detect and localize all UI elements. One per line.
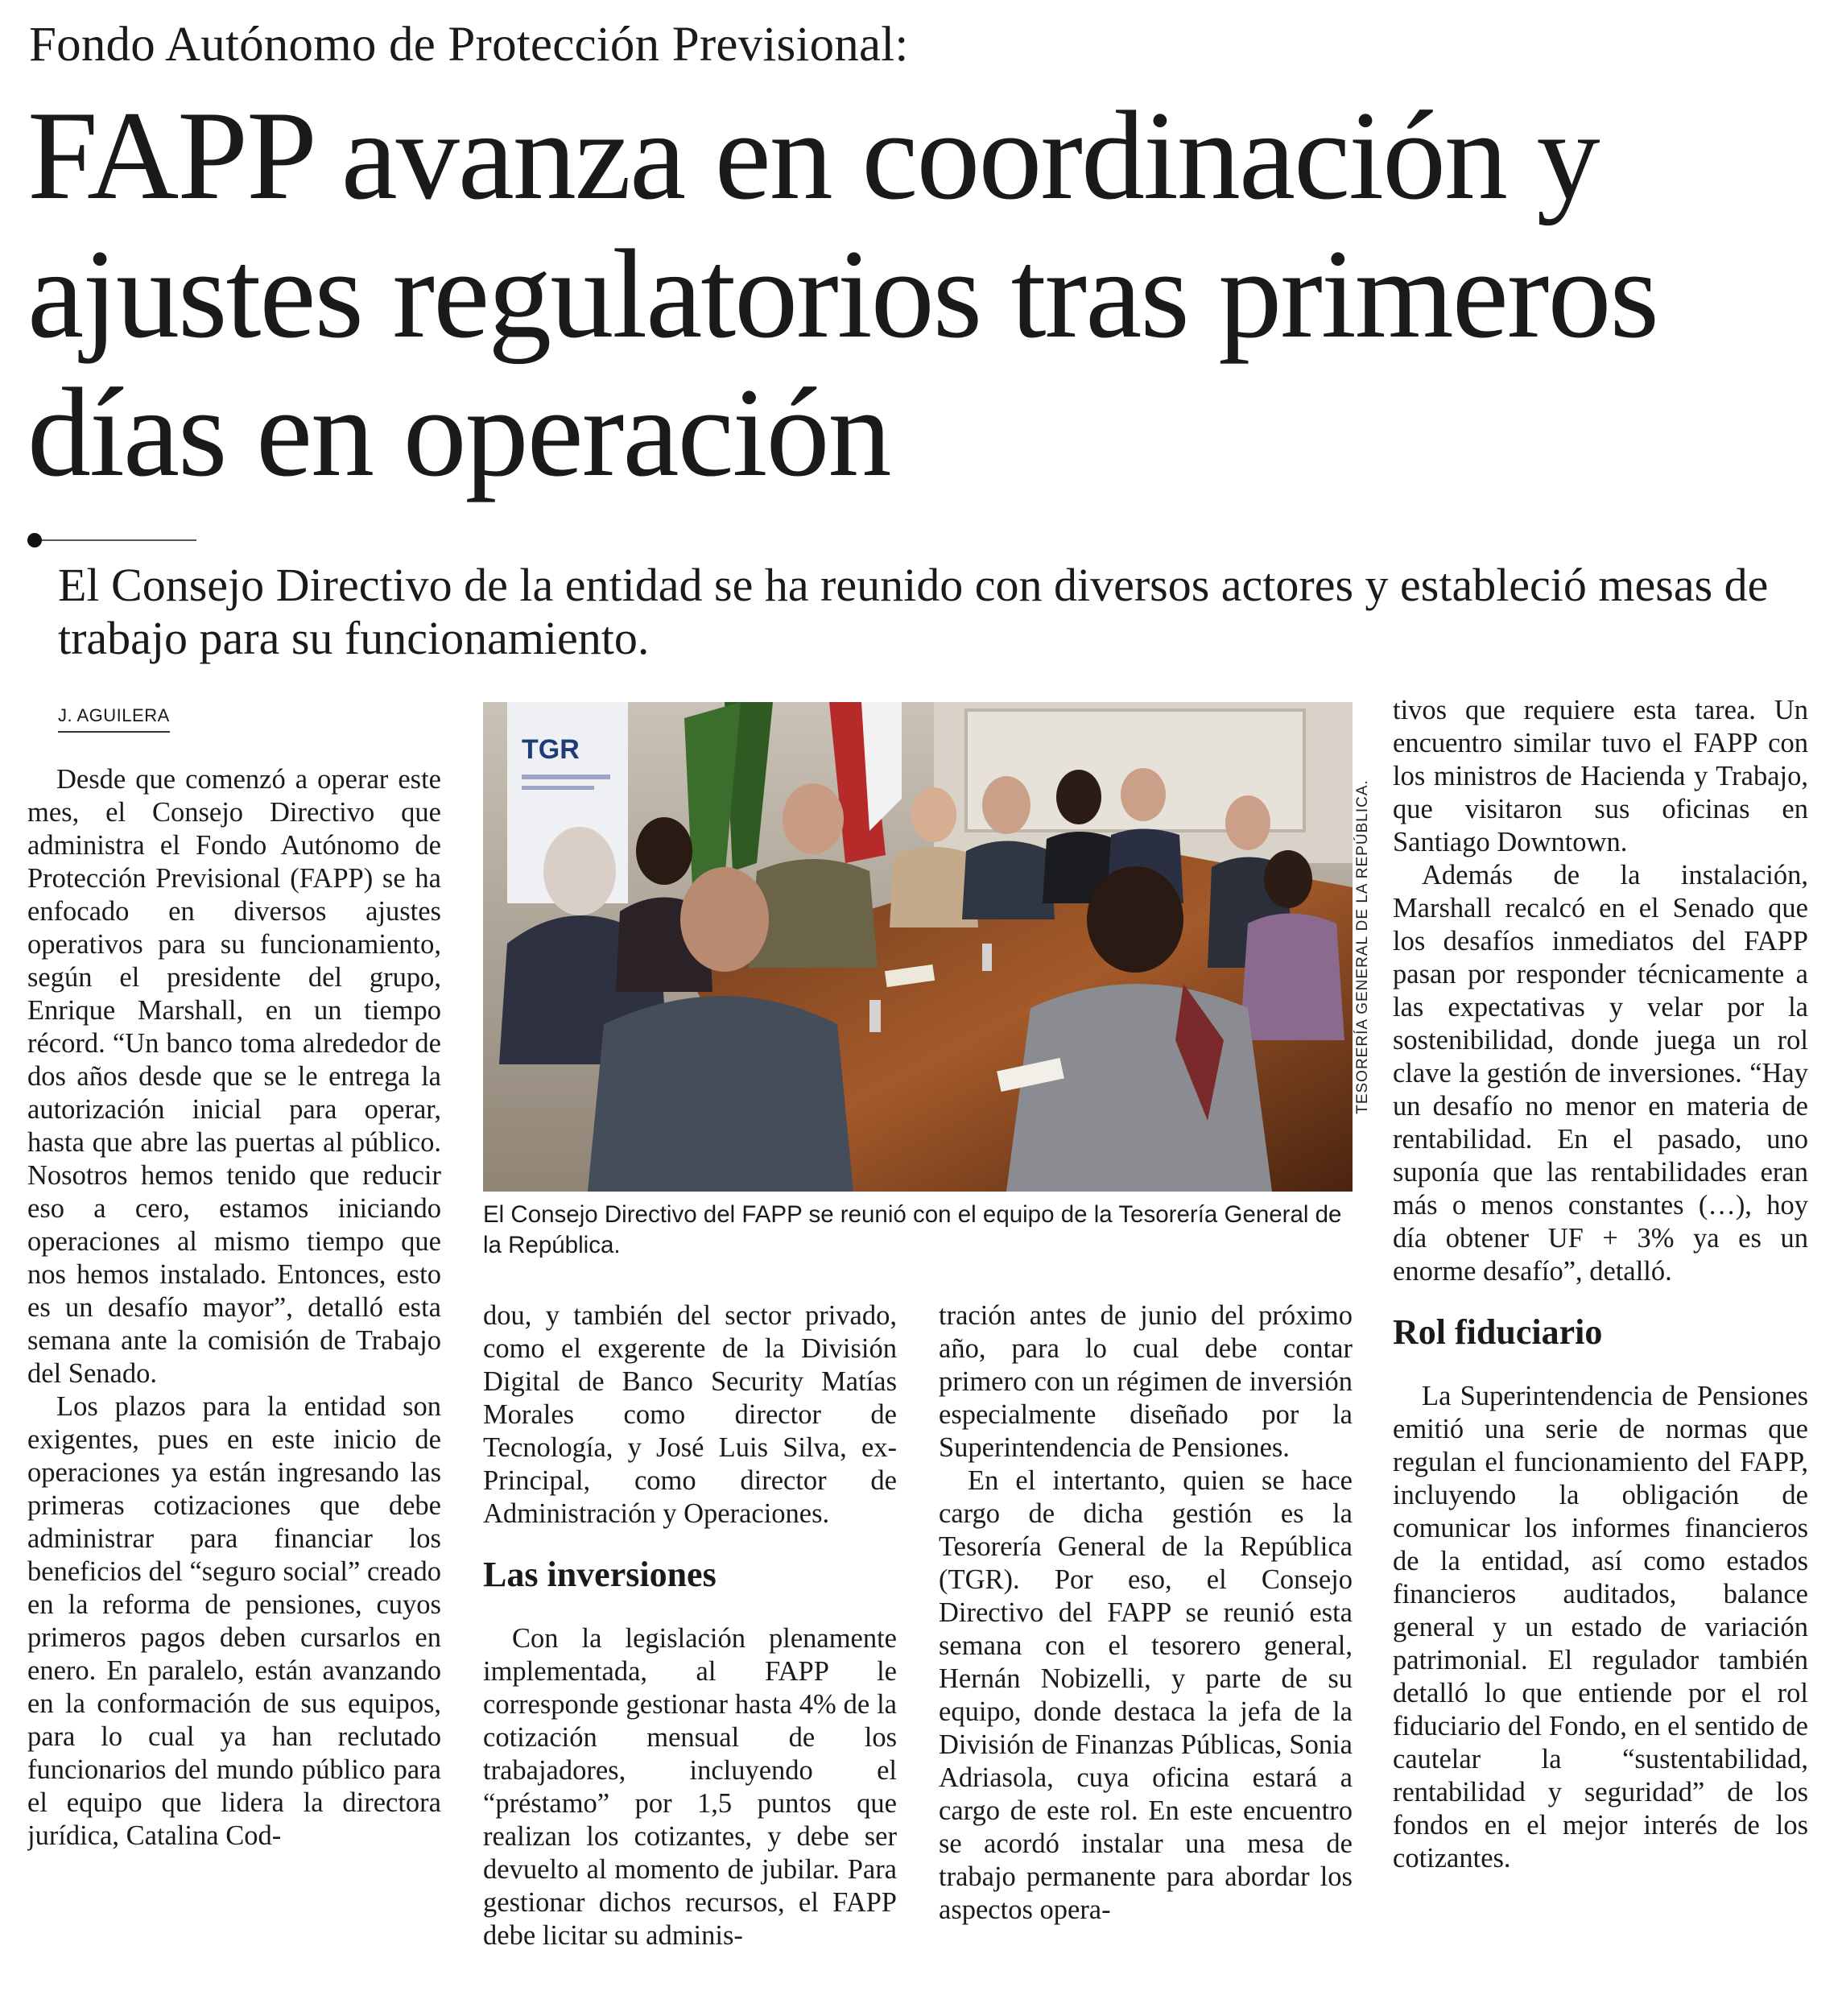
body-paragraph: Los plazos para la entidad son exigentes, pues en este inicio de operaciones ya están ingresando las primeras cotizaciones que debe administrar para financiar los beneficios del “seguro social” creado en la reforma de pensiones, cuyos primeros pagos deben cursarlos en enero. En paralelo, están avanzando en la conformación de sus equipos, para lo cual ya han reclutado funcionarios del mundo público para el equipo que lidera la directora jurídica, Catalina Cod-: [27, 1391, 441, 1851]
body-paragraph: En el intertanto, quien se hace cargo de dicha gestión es la Tesorería General de la República (TGR). Por eso, el Consejo Directivo del FAPP se reunió esta semana con el tesorero general, Hernán Nobizelli, y parte de su equipo, donde destaca la jefa de la División de Finanzas Públicas, Sonia Adriasola, cuya oficina estará a cargo de este rol. En este encuentro se acordó instalar una mesa de trabajo permanente para abordar los aspectos opera-: [939, 1465, 1353, 1925]
body-paragraph: tración antes de junio del próximo año, para lo cual debe contar primero con un régimen de inversión especialmente diseñado por la Superintendencia de Pensiones.: [939, 1300, 1353, 1463]
body-column-2: [483, 1299, 897, 2008]
body-column-3: [939, 1299, 1353, 2008]
body-paragraph: dou, y también del sector privado, como el exgerente de la División Digital de Banco Security Matías Morales como director de Tecnología, y José Luis Silva, ex-Principal, como director de Administración y Operaciones.: [483, 1300, 897, 1529]
section-subheading: Las inversiones: [483, 1555, 717, 1594]
body-column-1: [27, 763, 441, 1987]
article-headline: FAPP avanza en coordinación y ajustes regulatorios tras primeros días en operación: [27, 85, 1658, 503]
photo-caption: El Consejo Directivo del FAPP se reunió con el equipo de la Tesorería General de la República.: [483, 1201, 1342, 1258]
meeting-photo: [483, 702, 1353, 1192]
article-kicker: Fondo Autónomo de Protección Previsional:: [29, 18, 909, 72]
body-paragraph: Desde que comenzó a operar este mes, el Consejo Directivo que administra el Fondo Autónomo de Protección Previsional (FAPP) se ha enfocado en diversos ajustes operativos para su funcionamiento, según el presidente del grupo, Enrique Marshall, en un tiempo récord. “Un banco toma alrededor de dos años desde que se le entrega la autorización inicial para operar, hasta que abre las puertas al público. Nosotros hemos tenido que reducir eso a cero, estamos iniciando operaciones al mismo tiempo que nos hemos instalado. Entonces, esto es un desafío mayor”, detalló esta semana ante la comisión de Trabajo del Senado.: [27, 764, 441, 1389]
article-byline: J. AGUILERA: [58, 705, 170, 733]
divider-bullet-icon: [27, 533, 42, 547]
tgr-banner-text: TGR: [522, 734, 580, 765]
body-paragraph: tivos que requiere esta tarea. Un encuentro similar tuvo el FAPP con los ministros de Hacienda y Trabajo, que visitaron sus oficinas en Santiago Downtown.: [1393, 695, 1808, 857]
article-deck: El Consejo Directivo de la entidad se ha reunido con diversos actores y estableció mesas de trabajo para su funcionamiento.: [58, 559, 1769, 664]
photo-credit: TESORERÍA GENERAL DE LA REPÚBLICA.: [1354, 779, 1371, 1114]
body-paragraph: Con la legislación plenamente implementada, al FAPP le corresponde gestionar hasta 4% de la cotización mensual de los trabajadores, incluyendo el “préstamo” por 1,5 puntos que realizan los cotizantes, y debe ser devuelto al momento de jubilar. Para gestionar dichos recursos, el FAPP debe licitar su adminis-: [483, 1623, 897, 1951]
section-divider: [35, 539, 196, 541]
body-paragraph: La Superintendencia de Pensiones emitió una serie de normas que regulan el funcionamiento del FAPP, incluyendo la obligación de comunicar los informes financieros de la entidad, así como estados financieros auditados, balance general y un estado de variación patrimonial. El regulador también detalló lo que entiende por el rol fiduciario del Fondo, en el sentido de cautelar la “sustentabilidad, rentabilidad y seguridad” de los fondos en el mejor interés de los cotizantes.: [1393, 1381, 1808, 1873]
section-subheading: Rol fiduciario: [1393, 1312, 1603, 1352]
body-paragraph: Además de la instalación, Marshall recalcó en el Senado que los desafíos inmediatos del FAPP pasan por responder técnicamente a las expectativas y velar por la sostenibilidad, donde juega un rol clave la gestión de inversiones. “Hay un desafío no menor en materia de rentabilidad. En el pasado, uno suponía que las rentabilidades eran más o menos constantes (…), hoy día obtener UF + 3% ya es un enorme desafío”, detalló.: [1393, 860, 1808, 1287]
meeting-photo-illustration: [483, 702, 1353, 1192]
body-column-4: [1393, 694, 1808, 2014]
